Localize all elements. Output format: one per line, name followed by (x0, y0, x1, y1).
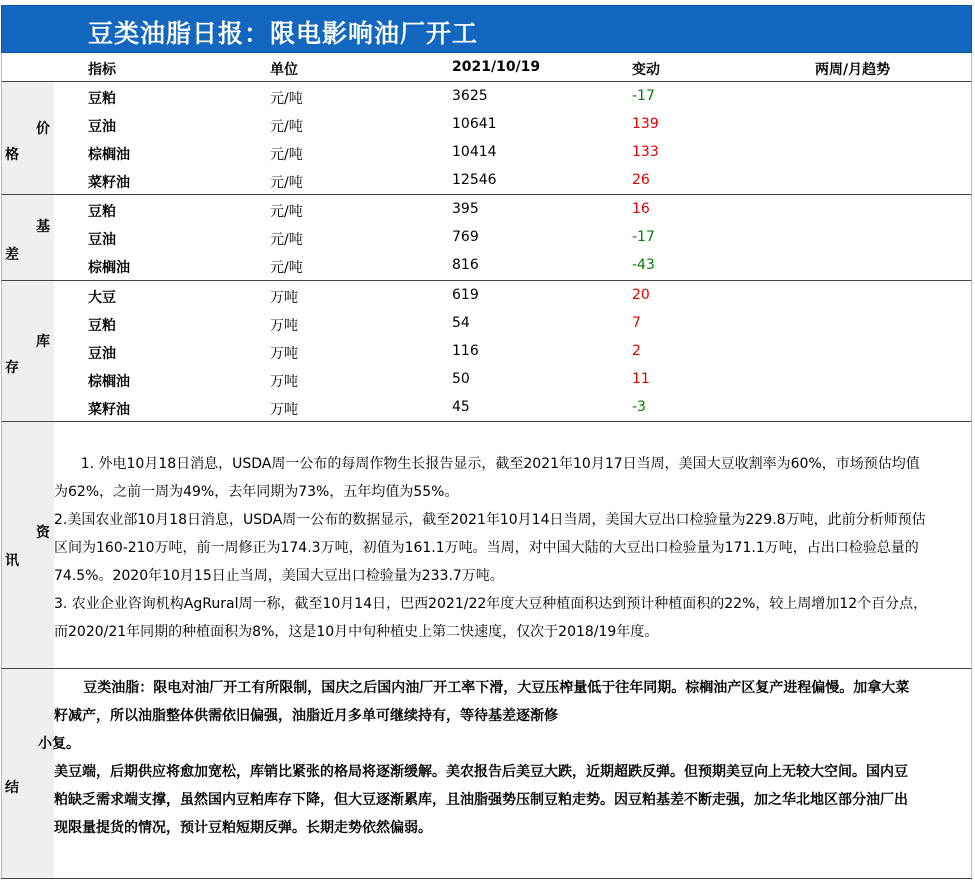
info-line: 3. 农业企业咨询机构AgRural周一称，截至10月14日，巴西2021/22年度大豆种植面积达到预计种植面积的22%，较上周增加12个百分点， (54, 596, 928, 612)
row-unit: 万吨 (270, 374, 298, 390)
table-row (54, 252, 971, 280)
row-value: 45 (452, 399, 470, 415)
row-unit: 元/吨 (270, 260, 303, 276)
info-label-char-1: 资 (36, 525, 50, 541)
table-row (54, 394, 971, 422)
table-row (54, 366, 971, 394)
basis-label-char-2: 差 (5, 247, 19, 263)
row-value: 12546 (452, 172, 497, 188)
stock-label-char-1: 库 (36, 334, 50, 350)
row-value: 116 (452, 343, 479, 359)
row-unit: 万吨 (270, 346, 298, 362)
row-name: 豆粕 (88, 91, 116, 107)
table-row (54, 224, 971, 252)
row-change: 133 (632, 144, 659, 160)
row-name: 棕榈油 (88, 260, 130, 276)
row-unit: 元/吨 (270, 175, 303, 191)
table-row (54, 111, 971, 139)
row-unit: 元/吨 (270, 147, 303, 163)
price-label-char-1: 价 (36, 121, 50, 137)
header-date: 2021/10/19 (452, 59, 541, 75)
row-value: 769 (452, 229, 479, 245)
row-name: 豆油 (88, 232, 116, 248)
conclusion-section-label (2, 669, 54, 878)
row-value: 10641 (452, 116, 497, 132)
row-name: 菜籽油 (88, 175, 130, 191)
basis-label-char-1: 基 (36, 219, 50, 235)
price-section (1, 82, 972, 195)
row-name: 豆粕 (88, 204, 116, 220)
info-line: 2.美国农业部10月18日消息，USDA周一公布的数据显示，截至2021年10月14日当周，美国大豆出口检验量为229.8万吨，此前分析师预估 (54, 512, 926, 528)
row-change: -3 (632, 399, 646, 415)
row-unit: 万吨 (270, 318, 298, 334)
info-line: 74.5%。2020年10月15日止当周，美国大豆出口检验量为233.7万吨。 (54, 568, 504, 584)
report-title: 豆类油脂日报：限电影响油厂开工 (88, 19, 479, 48)
row-name: 豆油 (88, 119, 116, 135)
row-value: 50 (452, 371, 470, 387)
row-change: 16 (632, 201, 650, 217)
row-unit: 元/吨 (270, 119, 303, 135)
header-indicator: 指标 (88, 62, 116, 78)
row-change: 2 (632, 343, 641, 359)
table-row (54, 310, 971, 338)
row-value: 816 (452, 257, 479, 273)
table-row (54, 338, 971, 366)
row-unit: 元/吨 (270, 232, 303, 248)
row-name: 豆油 (88, 346, 116, 362)
table-row (54, 196, 971, 224)
row-name: 棕榈油 (88, 147, 130, 163)
basis-section (1, 195, 972, 281)
row-value: 3625 (452, 88, 488, 104)
conclusion-line: 豆类油脂：限电对油厂开工有所限制，国庆之后国内油厂开工率下滑，大豆压榨量低于往年同期。棕榈油产区复产进程偏慢。加拿大菜 (54, 680, 910, 696)
row-change: -17 (632, 229, 655, 245)
info-line: 为62%，之前一周为49%，去年同期为73%，五年均值为55%。 (54, 484, 459, 500)
conclusion-line: 现限量提货的情况，预计豆粕短期反弹。长期走势依然偏弱。 (54, 820, 432, 836)
info-line: 1. 外电10月18日消息，USDA周一公布的每周作物生长报告显示，截至2021年10月17日当周，美国大豆收割率为60%，市场预估均值 (54, 456, 920, 472)
table-row (54, 282, 971, 310)
row-value: 395 (452, 201, 479, 217)
stock-label-char-2: 存 (5, 360, 19, 376)
title-bar (1, 5, 972, 53)
info-line: 区间为160-210万吨，前一周修正为174.3万吨，初值为161.1万吨。当周，对中国大陆的大豆出口检验量为171.1万吨，占出口检验总量的 (54, 540, 919, 556)
bottom-border (1, 878, 972, 879)
info-line: 而2020/21年同期的种植面积为8%，这是10月中旬种植史上第二快速度，仅次于2018/19年度。 (54, 624, 659, 640)
price-section-label (2, 82, 54, 194)
row-name: 大豆 (88, 290, 116, 306)
stock-section-label (2, 281, 54, 421)
row-change: 7 (632, 315, 641, 331)
conclusion-line: 籽减产，所以油脂整体供需依旧偏强，油脂近月多单可继续持有，等待基差逐渐修 (54, 708, 558, 724)
stock-section (1, 281, 972, 422)
conclusion-label-char-1: 结 (5, 780, 19, 796)
info-section-label (2, 422, 54, 668)
row-change: 11 (632, 371, 650, 387)
row-unit: 万吨 (270, 402, 298, 418)
info-section (1, 422, 972, 669)
table-row (54, 83, 971, 111)
header-change: 变动 (632, 62, 660, 78)
basis-section-label (2, 195, 54, 280)
price-label-char-2: 格 (5, 147, 19, 163)
row-unit: 元/吨 (270, 91, 303, 107)
conclusion-section (1, 669, 972, 878)
row-change: -43 (632, 257, 655, 273)
row-change: -17 (632, 88, 655, 104)
row-name: 豆粕 (88, 318, 116, 334)
row-change: 20 (632, 287, 650, 303)
header-trend: 两周/月趋势 (815, 62, 891, 78)
table-row (54, 139, 971, 167)
conclusion-line: 美豆端，后期供应将愈加宽松，库销比紧张的格局将逐渐缓解。美农报告后美豆大跌，近期超跌反弹。但预期美豆向上无较大空间。国内豆 (54, 764, 908, 780)
conclusion-line: 粕缺乏需求端支撑，虽然国内豆粕库存下降，但大豆逐渐累库，且油脂强势压制豆粕走势。因豆粕基差不断走强，加之华北地区部分油厂出 (54, 792, 908, 808)
row-value: 10414 (452, 144, 497, 160)
row-change: 26 (632, 172, 650, 188)
row-change: 139 (632, 116, 659, 132)
row-name: 棕榈油 (88, 374, 130, 390)
header-unit: 单位 (270, 62, 298, 78)
info-label-char-2: 讯 (5, 553, 19, 569)
table-row (54, 167, 971, 195)
table-header (1, 53, 972, 82)
row-value: 619 (452, 287, 479, 303)
conclusion-line: 小复。 (38, 736, 80, 752)
row-unit: 万吨 (270, 290, 298, 306)
row-unit: 元/吨 (270, 204, 303, 220)
row-value: 54 (452, 315, 470, 331)
row-name: 菜籽油 (88, 402, 130, 418)
